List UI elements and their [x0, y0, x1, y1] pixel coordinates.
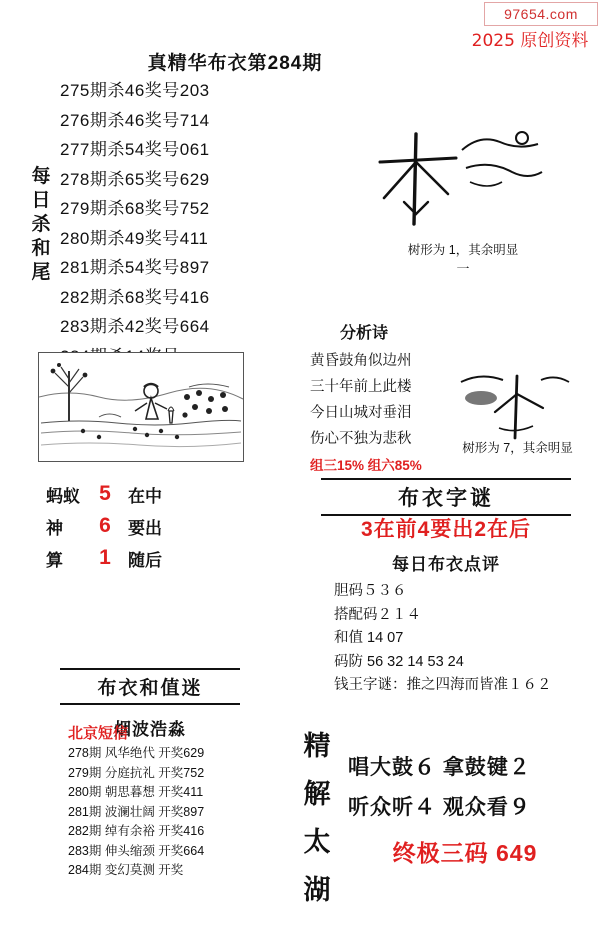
vertical-label-taihu — [300, 722, 334, 914]
taihu-line: 唱大鼓６ 拿鼓键２ — [348, 756, 531, 779]
vertical-char-0: 每 — [31, 166, 51, 187]
poem-line: 三十年前上此楼 — [310, 379, 412, 395]
kill-number-list — [60, 76, 280, 371]
taihu-char-3: 湖 — [303, 875, 331, 905]
ant-row-number: 1 — [99, 546, 111, 569]
illustration-svg — [39, 353, 243, 461]
taihu-lines — [348, 748, 588, 828]
list-item: 280期 朝思暮想 开奖411 — [68, 785, 204, 799]
page-title: 真精华布衣第284期 — [147, 53, 323, 74]
vertical-char-1: 日 — [31, 190, 51, 211]
poem-line: 伤心不独为悲秋 — [310, 431, 412, 447]
buyi-riddle-heading: 布衣字谜 — [321, 478, 571, 516]
glyph-one-dash: 一 — [456, 261, 470, 276]
ant-row-text: 随后 — [128, 550, 162, 570]
list-item: 搭配码２１４ — [334, 606, 421, 623]
poem-line: 黄昏鼓角似边州 — [310, 353, 412, 369]
taihu-char-2: 太 — [303, 827, 331, 857]
list-item: 279期 分庭抗礼 开奖752 — [68, 765, 205, 780]
glyph-one-caption: 树形为 1，其余明显 — [407, 243, 519, 257]
poem-title: 分析诗 — [340, 325, 389, 342]
taihu-char-1: 解 — [303, 779, 331, 809]
vertical-char-2: 杀 — [31, 214, 51, 235]
brush-glyph-one-svg — [370, 128, 550, 238]
ant-row-label: 神 — [46, 518, 63, 538]
list-item: 275期杀46奖号203 — [60, 81, 210, 100]
ant-row-label: 算 — [46, 550, 63, 570]
ant-row — [46, 510, 261, 542]
red-subtitle: 2025 原创资料 — [471, 31, 589, 51]
list-item: 282期 绰有余裕 开奖416 — [68, 824, 205, 838]
daily-comment-list — [334, 580, 594, 698]
ant-row — [46, 542, 261, 574]
list-item: 282期杀68奖号416 — [60, 287, 210, 307]
list-item: 277期杀54奖号061 — [60, 140, 210, 159]
list-item: 和值 14 07 — [334, 630, 404, 646]
vertical-char-3: 和 — [31, 238, 51, 259]
list-item: 281期 波澜壮阔 开奖897 — [68, 804, 205, 819]
ant-calc-block — [46, 478, 261, 574]
vertical-label-daily-kill — [28, 165, 54, 285]
list-item: 码防 56 32 14 53 24 — [334, 653, 464, 670]
buyi-riddle-heading-wrap — [306, 478, 586, 516]
brush-glyph-two-svg — [455, 372, 575, 444]
ant-row-number: 5 — [99, 482, 111, 505]
fishing-illustration — [38, 352, 244, 462]
list-item: 胆码５３６ — [334, 583, 407, 599]
taihu-line: 听众听４ 观众看９ — [348, 796, 531, 819]
list-item: 276期杀46奖号714 — [60, 110, 210, 130]
site-watermark — [484, 2, 598, 26]
list-item: 283期杀42奖号664 — [60, 317, 210, 336]
vertical-char-4: 尾 — [31, 262, 51, 283]
ant-row-text: 在中 — [128, 486, 162, 506]
hezhi-heading: 布衣和值迷 — [60, 668, 240, 705]
poem-ratio: 组三15% 组六85% — [310, 458, 422, 473]
list-item: 283期 伸头缩颈 开奖664 — [68, 843, 205, 858]
list-item: 280期杀49奖号411 — [60, 228, 209, 248]
list-item: 278期杀65奖号629 — [60, 169, 210, 189]
beijing-sms-list — [68, 744, 283, 881]
ant-row-label: 蚂蚁 — [46, 486, 80, 506]
daily-comment-title: 每日布衣点评 — [392, 555, 500, 574]
hezhi-subtitle: 烟波浩淼 — [114, 720, 186, 739]
list-item: 279期杀68奖号752 — [60, 199, 210, 218]
final-three-code: 终极三码 649 — [392, 840, 538, 866]
buyi-riddle-code: 3在前4要出2在后 — [360, 518, 532, 541]
brush-glyph-two — [455, 372, 575, 444]
list-item: 钱王字谜：推之四海而皆准１６２ — [334, 677, 552, 693]
watermark-text: 97654.com — [504, 6, 578, 22]
list-item: 278期 风华绝代 开奖629 — [68, 746, 205, 760]
beijing-sms-label: 北京短信 — [68, 725, 129, 742]
poem-line: 今日山城对垂泪 — [310, 405, 412, 421]
list-item: 281期杀54奖号897 — [60, 258, 210, 277]
ant-row-text: 要出 — [128, 518, 162, 538]
ant-row-number: 6 — [99, 514, 111, 537]
taihu-char-0: 精 — [303, 731, 331, 761]
ant-row — [46, 478, 261, 510]
list-item: 284期 变幻莫测 开奖 — [68, 863, 184, 877]
brush-glyph-one — [370, 128, 550, 238]
glyph-two-caption: 树形为 7，其余明显 — [462, 441, 573, 455]
poem-block — [310, 348, 450, 474]
